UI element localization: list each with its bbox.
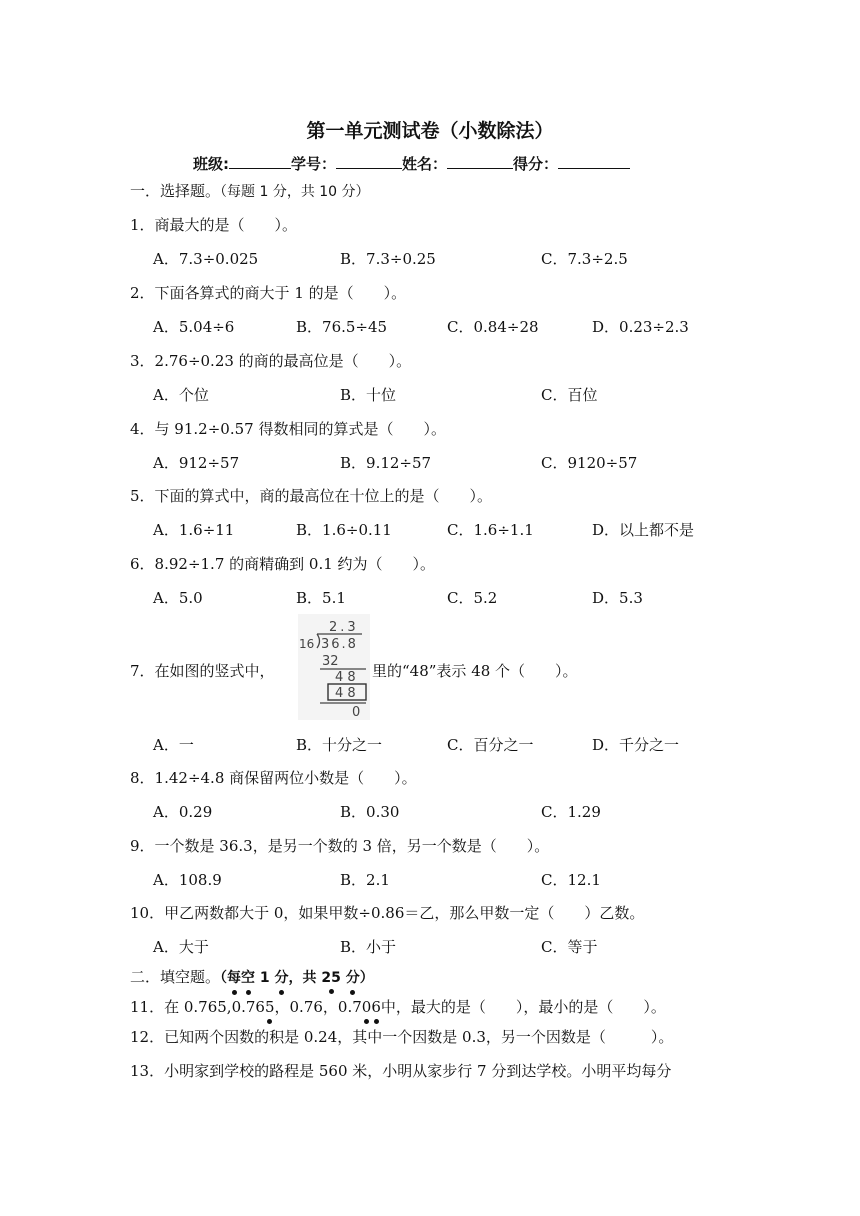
q11-text-before: 11．在 0.765,0.76 [130,998,265,1016]
note-part-dotted: 每 [227,967,241,987]
page-title: 第一单元测试卷（小数除法） [306,120,554,142]
q2-option-a[interactable]: A．5.04÷6 [153,318,235,336]
question-7-before: 7．在如图的竖式中， [130,662,275,680]
question-1: 1．商最大的是（ ）。 [130,216,298,234]
note-part: ，共 [288,970,322,986]
q6-option-a[interactable]: A．5.0 [153,589,203,607]
number-label: 学号： [291,155,337,173]
q5-option-b[interactable]: B．1.6÷0.11 [296,521,392,539]
question-9: 9．一个数是 36.3，是另一个数的 3 倍，另一个数是（ ）。 [130,837,550,855]
q6-option-c[interactable]: C．5.2 [447,589,498,607]
question-11 [130,996,666,1017]
q2-option-b[interactable]: B．76.5÷45 [296,318,388,336]
q3-option-b[interactable]: B．十位 [340,386,397,404]
q8-option-c[interactable]: C．1.29 [541,803,601,821]
question-10: 10．甲乙两数都大于 0，如果甲数÷0.86＝乙，那么甲数一定（ ）乙数。 [130,904,645,922]
q11-text-after: 中，最大的是（ ），最小的是（ ）。 [380,998,666,1016]
q7-option-b[interactable]: B．十分之一 [296,736,383,754]
question-3: 3．2.76÷0.23 的商的最高位是（ ）。 [130,352,412,370]
section2-label: 二．填空题。 [130,968,221,986]
q1-option-b[interactable]: B．7.3÷0.25 [340,250,436,268]
q5-option-a[interactable]: A．1.6÷11 [153,521,235,539]
q7-option-c[interactable]: C．百分之一 [447,736,534,754]
q9-option-c[interactable]: C．12.1 [541,871,601,889]
figure-dividend: 36.8 [321,637,358,652]
q2-option-c[interactable]: C．0.84÷28 [447,318,539,336]
q9-option-a[interactable]: A．108.9 [153,871,222,889]
q3-option-a[interactable]: A．个位 [153,386,209,404]
q5-option-d[interactable]: D．以上都不是 [592,521,695,539]
section2-note [220,970,374,986]
note-part-dotted: 空 [241,967,255,987]
q6-option-d[interactable]: D．5.3 [592,589,643,607]
question-8: 8．1.42÷4.8 商保留两位小数是（ ）。 [130,769,417,787]
question-13: 13．小明家到学校的路程是 560 米，小明从家步行 7 分到达学校。小明平均每分 [130,1062,672,1080]
q11-repeating-digit: 6 [371,998,381,1016]
long-division-figure [298,614,370,720]
score-label: 得分： [513,155,559,173]
q4-option-a[interactable]: A．912÷57 [153,454,240,472]
note-part: ） [359,970,374,986]
question-5: 5．下面的算式中，商的最高位在十位上的是（ ）。 [130,487,493,505]
note-part-dotted: 分 [275,967,289,987]
class-label: 班级: [193,155,229,173]
q7-option-d[interactable]: D．千分之一 [592,736,680,754]
q2-option-d[interactable]: D．0.23÷2.3 [592,318,689,336]
class-blank[interactable] [229,154,291,169]
question-2: 2．下面各算式的商大于 1 的是（ ）。 [130,284,407,302]
q4-option-b[interactable]: B．9.12÷57 [340,454,432,472]
note-part: （ [220,970,228,986]
q10-option-b[interactable]: B．小于 [340,938,397,956]
figure-divisor: 16 [299,637,315,651]
q5-option-c[interactable]: C．1.6÷1.1 [447,521,534,539]
q1-option-a[interactable]: A．7.3÷0.025 [153,250,259,268]
q6-option-b[interactable]: B．5.1 [296,589,346,607]
section-note: （每题 1 分，共 10 分） [220,184,370,200]
question-7-after: 里的“48”表示 48 个（ ）。 [372,662,578,680]
number-blank[interactable] [336,154,402,169]
figure-step1: 32 [322,654,339,669]
q10-option-a[interactable]: A．大于 [153,938,209,956]
question-12: 12．已知两个因数的积是 0.24，其中一个因数是 0.3，另一个因数是（ ）。 [130,1028,674,1046]
q8-option-a[interactable]: A．0.29 [153,803,213,821]
section-choice-heading [130,180,370,201]
note-part-dotted: 25 [321,970,341,986]
q1-option-c[interactable]: C．7.3÷2.5 [541,250,628,268]
q11-text-mid: ，0.76，0.7 [274,998,362,1016]
student-info-line [193,153,630,174]
q8-option-b[interactable]: B．0.30 [340,803,400,821]
note-part: 1 [255,970,275,986]
q4-option-c[interactable]: C．9120÷57 [541,454,638,472]
figure-remainder: 0 [352,705,361,720]
name-blank[interactable] [447,154,513,169]
note-part-dotted: 分 [346,967,360,987]
figure-remainder-48: 4 8 [335,670,356,685]
q11-repeating-digit: 5 [264,998,275,1016]
q3-option-c[interactable]: C．百位 [541,386,598,404]
q10-option-c[interactable]: C．等于 [541,938,598,956]
figure-boxed-48: 4 8 [335,686,356,701]
q9-option-b[interactable]: B．2.1 [340,871,390,889]
question-4: 4．与 91.2÷0.57 得数相同的算式是（ ）。 [130,420,446,438]
name-label: 姓名： [402,155,448,173]
question-6: 6．8.92÷1.7 的商精确到 0.1 约为（ ）。 [130,555,436,573]
q7-option-a[interactable]: A．一 [153,736,194,754]
score-blank[interactable] [558,154,630,169]
section-fill-heading [130,966,374,987]
section-label: 一．选择题。 [130,182,221,200]
figure-quotient: 2.3 [329,620,359,635]
q11-repeating-digit: 0 [361,998,372,1016]
